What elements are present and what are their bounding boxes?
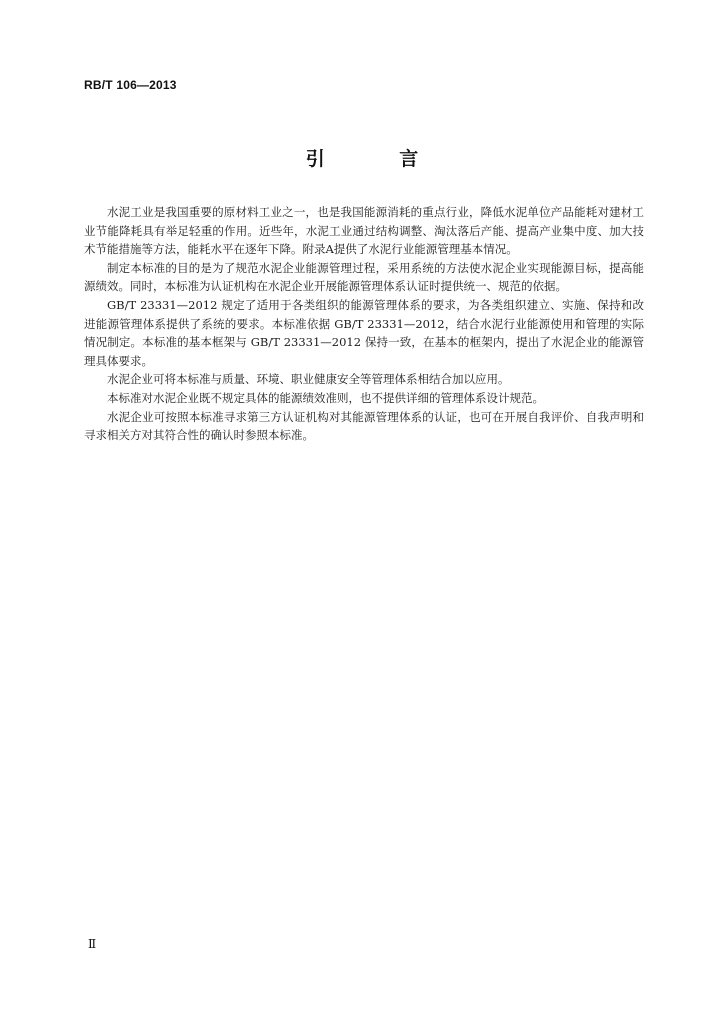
paragraph-5: 本标准对水泥企业既不规定具体的能源绩效准则，也不提供详细的管理体系设计规范。 — [107, 390, 544, 405]
body-text — [84, 203, 644, 445]
standard-code: RB/T 106—2013 — [84, 78, 177, 92]
section-title: 引 言 — [305, 148, 453, 170]
paragraph-1: 水泥工业是我国重要的原材料工业之一，也是我国能源消耗的重点行业，降低水泥单位产品能耗对建材工业节能降耗具有举足轻重的作用。近些年，水泥工业通过结构调整、淘汰落后产能、提高产业集中度、加大技术节能措施等方法，能耗水平在逐年下降。附录A提供了水泥行业能源管理基本情况。 — [84, 205, 644, 257]
page-number: Ⅱ — [88, 937, 97, 951]
paragraph-6: 水泥企业可按照本标准寻求第三方认证机构对其能源管理体系的认证，也可在开展自我评价、自我声明和寻求相关方对其符合性的确认时参照本标准。 — [84, 409, 644, 443]
paragraph-2: 制定本标准的目的是为了规范水泥企业能源管理过程，采用系统的方法使水泥企业实现能源目标，提高能源绩效。同时，本标准为认证机构在水泥企业开展能源管理体系认证时提供统一、规范的依据。 — [84, 260, 644, 294]
paragraph-4: 水泥企业可将本标准与质量、环境、职业健康安全等管理体系相结合加以应用。 — [107, 372, 510, 387]
paragraph-3: GB/T 23331—2012 规定了适用于各类组织的能源管理体系的要求，为各类组织建立、实施、保持和改进能源管理体系提供了系统的要求。本标准依据 GB/T 23331—2012，结合水泥行业能源使用和管理的实际情况制定。本标准的基本框架与 GB/T 23331—2012 保持一致，在基本的框架内，提出了水泥企业的能源管理具体要求。 — [84, 297, 644, 368]
